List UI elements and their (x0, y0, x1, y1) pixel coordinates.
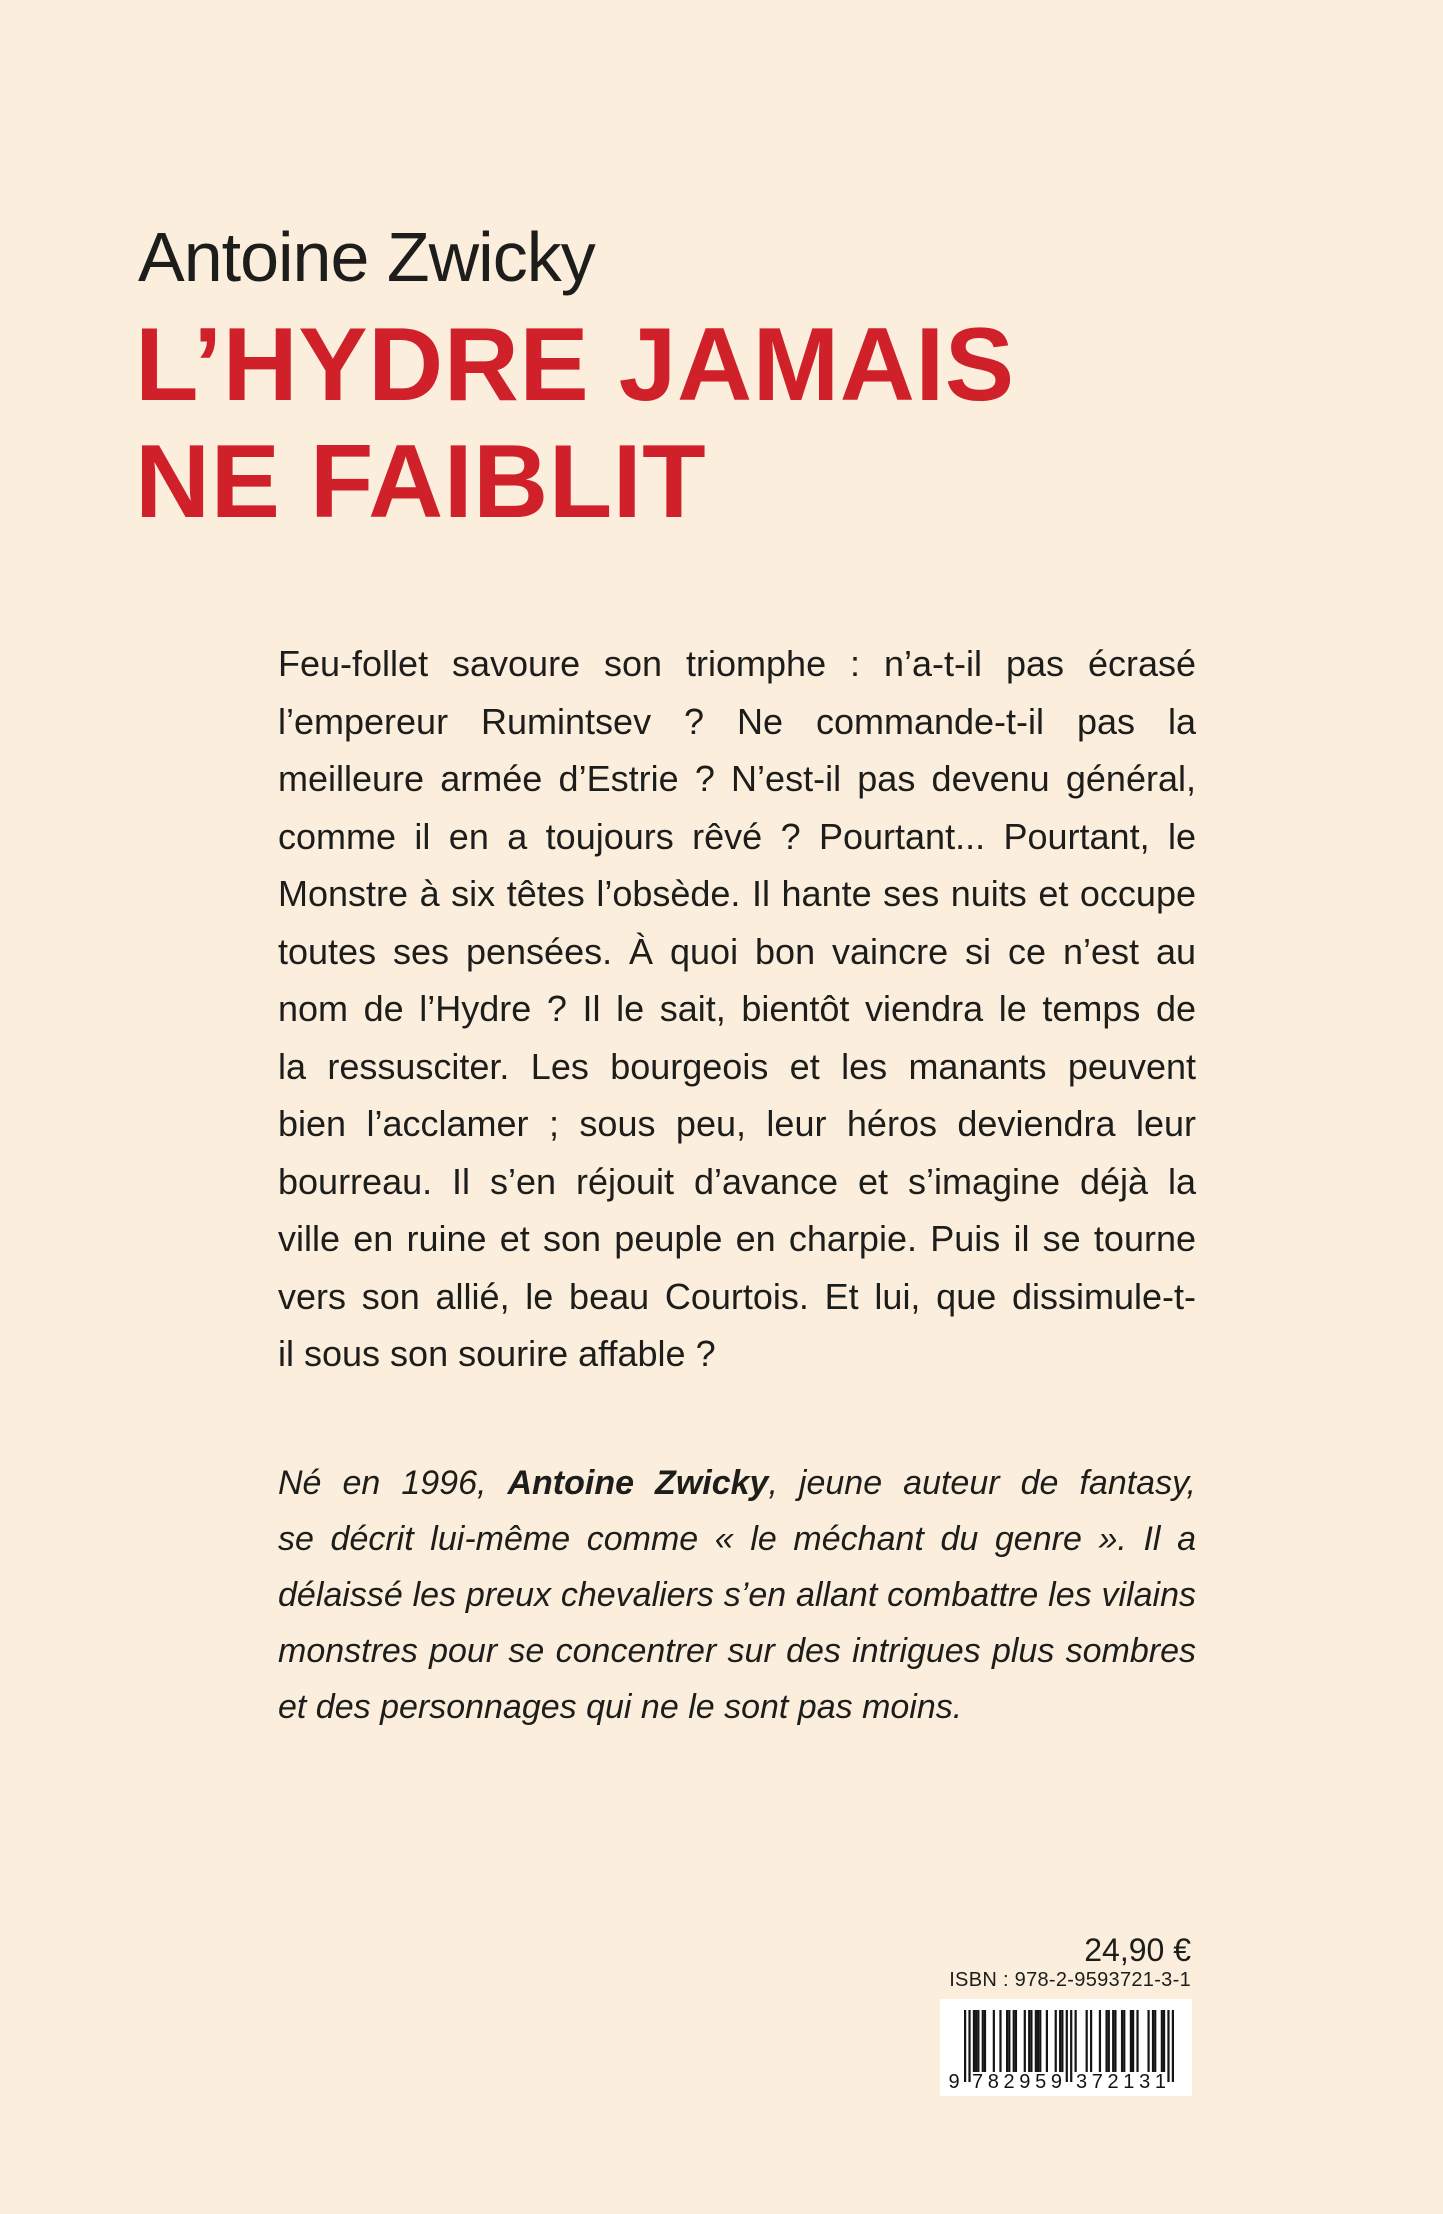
barcode-right-group (1076, 2071, 1166, 2094)
text-line (278, 1153, 1196, 1211)
text-segment: , jeune auteur de fantasy, (768, 1464, 1197, 1502)
barcode-digit: 1 (1154, 2071, 1166, 2093)
text-line (278, 635, 1196, 693)
text-segment: bourreau. Il s’en réjouit d’avance et s’imagine déjà la (278, 1160, 1196, 1202)
text-line (278, 1325, 1196, 1383)
text-segment: monstres pour se concentrer sur des intrigues plus sombres (278, 1632, 1196, 1670)
text-segment: vers son allié, le beau Courtois. Et lui, que dissimule-t- (278, 1275, 1196, 1317)
text-segment: bien l’acclamer ; sous peu, leur héros deviendra leur (278, 1103, 1196, 1144)
book-title (135, 307, 1015, 541)
barcode-first-digit: 9 (948, 2071, 960, 2093)
text-line (278, 1511, 1196, 1567)
text-segment: toutes ses pensées. À quoi bon vaincre si ce n’est au (278, 930, 1196, 972)
author-name: Antoine Zwicky (138, 218, 595, 296)
barcode-digits (940, 2071, 1192, 2095)
text-line (278, 1455, 1196, 1511)
text-line (278, 1268, 1196, 1326)
text-segment: délaissé les preux chevaliers s’en allant combattre les vilains (278, 1576, 1196, 1614)
isbn: ISBN : 978-2-9593721-3-1 (949, 1969, 1191, 1991)
barcode-digit: 8 (987, 2071, 999, 2093)
barcode-left-group (972, 2071, 1062, 2094)
text-segment: meilleure armée d’Estrie ? N’est-il pas devenu général, (278, 758, 1196, 799)
barcode-digit: 5 (1035, 2071, 1047, 2093)
text-segment: Feu-follet savoure son triomphe : n’a-t-il pas écrasé (278, 643, 1196, 684)
text-segment: Né en 1996, (278, 1464, 508, 1502)
price: 24,90 € (1084, 1932, 1191, 1968)
barcode-digit: 3 (1139, 2071, 1151, 2093)
barcode-digit: 7 (1091, 2071, 1103, 2093)
author-bio-paragraph (278, 1455, 1196, 1735)
barcode-digit: 2 (1107, 2071, 1119, 2093)
author-name-inline: Antoine Zwicky (507, 1464, 769, 1502)
barcode-digit: 9 (1019, 2071, 1031, 2093)
text-line (278, 693, 1196, 751)
text-line (278, 1567, 1196, 1623)
text-line (278, 1095, 1196, 1153)
text-line (278, 1679, 1196, 1735)
book-title-line: L’HYDRE JAMAIS (135, 307, 1015, 423)
text-line (278, 1210, 1196, 1268)
text-segment: se décrit lui-même comme « le méchant du genre ». Il a (278, 1520, 1196, 1558)
barcode-digit: 7 (972, 2071, 984, 2093)
text-segment: et des personnages qui ne le sont pas moins. (278, 1688, 963, 1726)
text-line (278, 750, 1196, 808)
text-segment: Monstre à six têtes l’obsède. Il hante ses nuits et occupe (278, 873, 1196, 914)
text-line (278, 865, 1196, 923)
synopsis-paragraph (278, 635, 1196, 1383)
text-segment: il sous son sourire affable ? (278, 1333, 716, 1374)
barcode-digit: 2 (1003, 2071, 1015, 2093)
text-line (278, 1038, 1196, 1096)
text-line (278, 980, 1196, 1038)
text-line (278, 923, 1196, 981)
book-title-line: NE FAIBLIT (135, 424, 707, 540)
barcode-digit: 3 (1076, 2071, 1088, 2093)
barcode (940, 1999, 1192, 2096)
text-segment: l’empereur Rumintsev ? Ne commande-t-il pas la (278, 700, 1196, 742)
barcode-digit: 1 (1123, 2071, 1135, 2093)
text-segment: la ressusciter. Les bourgeois et les manants peuvent (278, 1045, 1196, 1087)
text-line (278, 1623, 1196, 1679)
text-segment: nom de l’Hydre ? Il le sait, bientôt viendra le temps de (278, 988, 1196, 1029)
text-line (278, 808, 1196, 866)
barcode-digit: 9 (1050, 2071, 1062, 2093)
text-segment: comme il en a toujours rêvé ? Pourtant... Pourtant, le (278, 815, 1196, 857)
text-segment: ville en ruine et son peuple en charpie. Puis il se tourne (278, 1218, 1196, 1259)
